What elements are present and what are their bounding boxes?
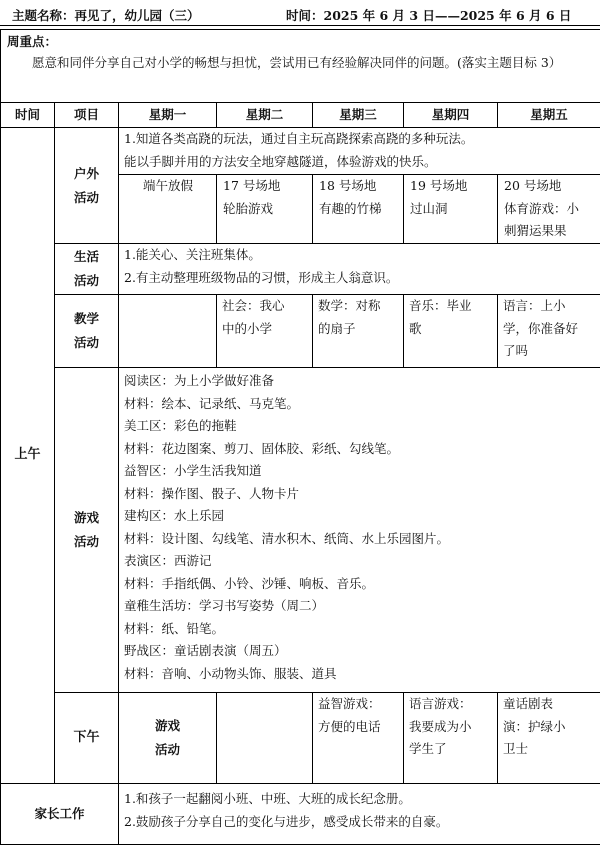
games-line: 材料：绘本、记录纸、马克笔。 [124,395,300,411]
afternoon-line: 演：护绿小 [503,718,566,734]
games-cell [119,368,600,693]
life-cell [119,244,600,295]
outdoor-day-line: 20 号场地 [504,178,562,193]
outdoor-thursday [404,175,498,244]
outdoor-friday [498,175,600,244]
col-header-friday: 星期五 [498,103,600,128]
outdoor-goal-line: 能以手脚并用的方法安全地穿越隧道，体验游戏的快乐。 [124,153,437,169]
parents-label: 家长工作 [1,784,119,845]
afternoon-row [1,693,600,784]
games-line: 材料：纸、铅笔。 [124,620,225,636]
item-afternoon-label-2: 活动 [154,742,180,757]
header-rule [0,25,600,26]
afternoon-line: 卫士 [503,741,529,756]
games-row [1,368,600,693]
weekly-plan-table [0,29,600,845]
life-line: 2.有主动整理班级物品的习惯，形成主人翁意识。 [124,269,399,285]
outdoor-goals-cell [119,128,600,175]
parents-row [1,784,600,845]
teaching-thursday [404,295,498,368]
outdoor-day-line: 体育游戏：小 [504,200,580,216]
item-teaching-label-1: 教学 [73,311,99,326]
games-line: 表演区：西游记 [124,553,212,568]
item-teaching-label-2: 活动 [73,335,99,350]
teaching-line: 的扇子 [318,320,356,336]
col-header-thursday: 星期四 [404,103,498,128]
games-line: 阅读区：为上小学做好准备 [124,373,275,388]
outdoor-goal-line: 1.知道各类高跷的玩法，通过自主玩高跷探索高跷的多种玩法。 [124,131,474,146]
games-line: 建构区：水上乐园 [124,508,225,523]
games-line: 材料：音响、小动物头饰、服装、道具 [124,665,337,681]
outdoor-day-line: 刺猬运果果 [504,223,567,238]
plan-header [0,0,600,26]
item-afternoon-games [119,693,217,784]
teaching-line: 数学：对称 [318,298,381,313]
focus-row [1,30,600,103]
games-line: 材料：设计图、勾线笔、清水积木、纸筒、水上乐园图片。 [124,530,450,546]
teaching-line: 中的小学 [222,320,273,336]
afternoon-line: 语言游戏： [409,696,472,711]
life-line: 1.能关心、关注班集体。 [124,247,261,262]
item-life-label-2: 活动 [73,273,99,288]
teaching-row [1,295,600,368]
col-header-wednesday: 星期三 [313,103,404,128]
outdoor-day-line: 18 号场地 [319,178,377,193]
afternoon-line: 童话剧表 [503,696,554,711]
item-teaching [55,295,119,368]
outdoor-day-line: 轮胎游戏 [223,200,274,216]
afternoon-line: 方便的电话 [318,718,381,734]
afternoon-tuesday [313,693,404,784]
item-outdoor-label-1: 户外 [73,165,99,181]
outdoor-day-line: 过山洞 [410,200,448,216]
col-header-time: 时间 [1,103,55,128]
teaching-line: 音乐：毕业 [409,298,472,313]
outdoor-day-line: 19 号场地 [410,178,468,193]
afternoon-line: 益智游戏： [318,696,381,711]
parents-cell [119,784,600,845]
games-line: 材料：操作图、骰子、人物卡片 [124,485,300,501]
outdoor-day-line: 端午放假 [142,178,193,193]
afternoon-wednesday [404,693,498,784]
weekly-focus-cell [1,30,600,103]
teaching-line: 学，你准备好 [503,320,579,336]
item-outdoor-label-2: 活动 [73,189,99,205]
parents-line: 2.鼓励孩子分享自己的变化与进步，感受成长带来的自豪。 [124,813,449,829]
item-games [55,368,119,693]
column-header-row [1,103,600,128]
afternoon-line: 我要成为小 [409,718,472,734]
item-life-label-1: 生活 [73,249,99,264]
afternoon-thursday [498,693,600,784]
games-line: 材料：花边图案、剪刀、固体胶、彩纸、勾线笔。 [124,440,400,456]
life-row [1,244,600,295]
afternoon-monday [217,693,313,784]
time-morning: 上午 [1,128,55,784]
time-afternoon: 下午 [55,693,119,784]
item-games-label-2: 活动 [73,534,99,549]
teaching-monday [119,295,217,368]
weekly-focus-title: 周重点： [7,34,58,49]
outdoor-day-line: 有趣的竹梯 [319,200,382,216]
theme-name: 主题名称：再见了，幼儿园（三） [12,8,200,23]
parents-line: 1.和孩子一起翻阅小班、中班、大班的成长纪念册。 [124,791,411,806]
outdoor-goals-row [1,128,600,175]
weekly-focus-text: 愿意和同伴分享自己对小学的畅想与担忧，尝试用已有经验解决同伴的问题。(落实主题目标 3） [32,55,562,70]
teaching-tuesday [217,295,313,368]
games-line: 童稚生活坊：学习书写姿势（周二） [124,598,325,613]
teaching-line: 社会：我心 [222,298,285,313]
games-line: 益智区：小学生活我知道 [124,463,262,478]
games-line: 野战区：童话剧表演（周五） [124,643,287,658]
teaching-line: 了吗 [503,343,529,358]
item-outdoor [55,128,119,244]
col-header-monday: 星期一 [119,103,217,128]
outdoor-wednesday [313,175,404,244]
teaching-wednesday [313,295,404,368]
outdoor-tuesday [217,175,313,244]
item-life [55,244,119,295]
afternoon-line: 学生了 [409,741,447,756]
item-afternoon-label-1: 游戏 [154,718,180,733]
teaching-line: 语言：上小 [503,298,566,313]
plan-date-range: 时间：2025 年 6 月 3 日——2025 年 6 月 6 日 [286,8,572,23]
games-line: 美工区：彩色的拖鞋 [124,418,237,433]
teaching-line: 歌 [409,320,422,336]
outdoor-monday [119,175,217,244]
col-header-item: 项目 [55,103,119,128]
col-header-tuesday: 星期二 [217,103,313,128]
games-line: 材料：手指纸偶、小铃、沙锤、响板、音乐。 [124,575,375,591]
outdoor-day-line: 17 号场地 [223,178,281,193]
item-games-label-1: 游戏 [73,510,99,525]
teaching-friday [498,295,600,368]
